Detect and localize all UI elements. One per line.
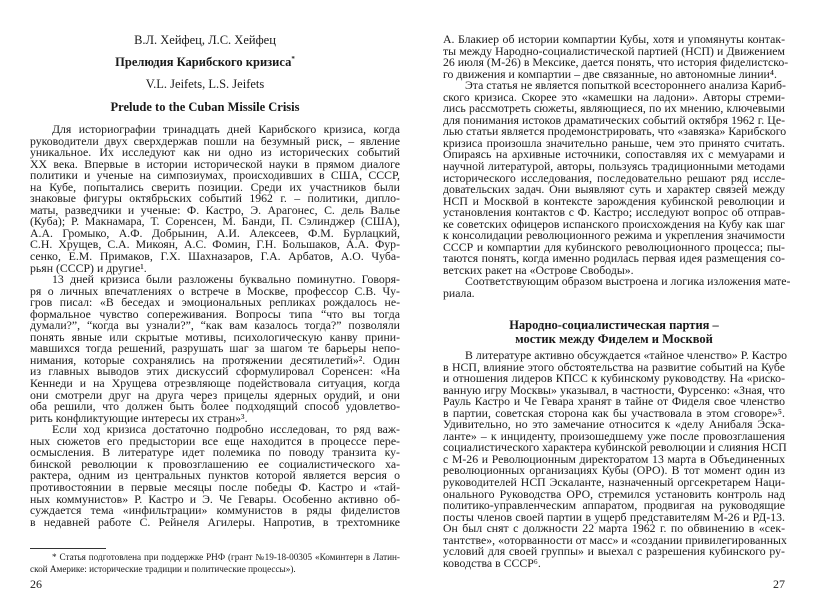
text-line: В литературе активно обсуждается «тайное членство» Р. Кастро (465, 348, 788, 362)
text-line: мавшихся тогда решений, разрушать шаг за шагом те барьеры непо- (30, 341, 400, 356)
text-line: гров писал: «В беседах и эмоциональных репликах рождалось не- (30, 295, 400, 310)
text-line: нимания, которые сохранялись на протяжении десятилетий»². Один (30, 352, 400, 367)
text-line: Для историографии тринадцать дней Карибского кризиса, когда (52, 122, 400, 136)
text-line: сенко, Е.М. Примаков, Г.Х. Шахназаров, Г.А. Арбатов, А.О. Чуба- (30, 249, 400, 264)
text-line: в партии, советская сторона как бы участвовала в этом сговоре»⁵. (443, 405, 785, 420)
section-heading-line-2: мостик между Фиделем и Москвой (515, 332, 713, 346)
text-line: оба решили, что должен быть более подходящий способ удовлетво- (30, 399, 400, 414)
text-line: риала. (443, 286, 475, 301)
text-line: к консолидации революционного режима и укрепления значимости (443, 228, 785, 243)
text-line: го движения и компартии – две связанные, но автономные линии⁴. (443, 66, 777, 81)
authors-ru: В.Л. Хейфец, Л.С. Хейфец (134, 33, 276, 47)
text-line: ководства в СССР⁶. (443, 555, 541, 570)
text-line: С.Н. Хрущев, С.А. Микоян, А.С. Фомин, Г.Н. Большаков, А.А. Фур- (30, 237, 400, 252)
title-ru (0, 55, 410, 69)
right-body-text (443, 32, 791, 301)
text-line: ванную игру Москвы» указывал, в частности, Фурсенко: «Зная, что (443, 382, 785, 397)
text-line: на Кубе, попытались сверить позиции. Среди их участников были (30, 179, 400, 194)
text-line: для понимания истоков драматических событий октября 1962 г. Це- (443, 112, 785, 127)
text-line: ных сюжетов его предыстории все еще находится в процессе пере- (30, 433, 400, 448)
text-line: Если ход кризиса достаточно подробно исследован, то ряд важ- (52, 422, 400, 437)
text-line: тантстве», «оторванности от масс» и «создании привилегированных (443, 532, 787, 547)
text-line: с М-26 и Революционным директоратом 13 марта в Объединенных (443, 451, 785, 466)
left-body-text (30, 124, 400, 528)
text-line: Эта статья не является попыткой всестороннего анализа Кариб- (465, 78, 786, 93)
authors-en: V.L. Jeifets, L.S. Jeifets (145, 77, 265, 91)
text-line: бинской революции к провозглашению ее социалистического ха- (30, 456, 400, 471)
text-line: политики и ученые на симпозиумах, происходивших в США, СССР, (30, 168, 400, 183)
text-line: политико-управленческим аппаратом, продвигая на руководящие (443, 498, 785, 513)
text-line: таются понять, когда именно родилась первая идея размещения со- (443, 251, 785, 266)
text-line: онального Руководства ОРО, стремился установить контроль над (443, 486, 785, 501)
text-line: Опираясь на архивные источники, сопоставляя их с мемуарами и (443, 147, 785, 162)
text-line: научной литературой, авторы, пользуясь традиционными методами (443, 159, 785, 174)
text-line: 13 дней кризиса были разложены буквально поминутно. Говоря- (52, 272, 400, 287)
text-line: думали?”, “когда вы узнали?”, “как вам казалось тогда?” позволяли (30, 318, 400, 333)
text-line: Соответствующим образом выстроена и логика изложения мате- (465, 274, 791, 289)
text-line: ланте» – к инциденту, произошедшему уже после провозглашения (443, 428, 785, 443)
footnote-divider (30, 548, 106, 549)
text-line: XX века. Впервые в истории исторической науки в прямом диалоге (30, 156, 400, 171)
text-line: ке советских офицеров испанского происхождения на Кубу как шаг (443, 216, 785, 231)
text-line: рьян (СССР) и другие¹. (30, 260, 147, 275)
text-line: посты членов своей партии в ущерб представителям М-26 и РД-13. (443, 509, 785, 524)
text-line: ных коммунистов» Р. Кастро и Э. Че Гевары. Особенно активно об- (30, 491, 400, 506)
text-line: формальное чувство сопереживания. Вопросы типа “что вы тогда (30, 306, 400, 321)
text-line: рактера, одним из центральных пунктов которой является версия о (30, 468, 400, 483)
text-line: Он был снят с должности 22 марта 1962 г. по обвинению в «сек- (443, 521, 785, 536)
text-line: (Куба); Р. Макнамара, Т. Соренсен, М. Банди, П. Сэлинджер (США), (30, 214, 400, 229)
right-page (410, 0, 820, 609)
text-line: из главных выводов этих дискуссий сформулировал Соренсен: «На (30, 364, 400, 379)
text-line: СССР и компартии для кубинского революционного процесса; пы- (443, 239, 785, 254)
title-en: Prelude to the Cuban Missile Crisis (110, 100, 300, 114)
page-number-left: 26 (30, 577, 42, 591)
text-line: противостоянии в первые месяцы после победы Ф. Кастро и «тай- (30, 479, 400, 494)
text-line: А.А. Громыко, А.Ф. Добрынин, А.И. Алексеев, Ф.М. Бурлацкий, (30, 225, 400, 240)
text-line: кризиса произошла значительно раньше, чем это принято считать. (443, 135, 785, 150)
text-line: руководителей НСП Эскаланте, назначенный оргсекретарем Наци- (443, 475, 785, 490)
text-line: ты между Народно-социалистической партией (НСП) и Движением (443, 43, 785, 58)
text-line: исторического исследования, последовательно решают ряд иссле- (443, 170, 785, 185)
text-line: Кеннеди и на Хрущева отрезвляюще подействовала ситуация, когда (30, 376, 400, 391)
text-line: Удивительно, но это замечание относится к «делу Анибаля Эска- (443, 417, 785, 432)
title-footnote-mark: * (291, 54, 295, 63)
text-line: лью статьи является продемонстрировать, что «завязка» Карибского (443, 124, 787, 139)
text-line: ветских ракет на «Острове Свободы». (443, 262, 634, 277)
footnote (30, 551, 400, 575)
text-line: в недавней работе С. Рейнеля Агилеры. Напротив, в трехтомнике (30, 514, 400, 529)
text-line: социалистического характера кубинской революции и слияния НСП (443, 440, 787, 455)
text-line: руководители двух сверхдержав пошли на безумный риск, – явление (30, 133, 400, 148)
text-line: революционных организациях Кубы (ОРО). В тот момент один из (443, 463, 785, 478)
text-line: они смотрели друг на друга через прицелы ядерных орудий, и они (30, 387, 400, 402)
text-line: лись рассмотреть сюжеты, являющиеся, по их мнению, ключевыми (443, 101, 785, 116)
text-line: маты, разведчики и ученые: Ф. Кастро, Э. Арагонес, С. дель Валье (30, 202, 400, 217)
page-number-right: 27 (773, 577, 785, 591)
text-line: уникальное. Их исследуют как ни одно из исторических событий (30, 145, 400, 160)
footnote-line: ской Америке: исторические традиции и политические процессы»). (30, 564, 296, 574)
text-line: ря о личных впечатлениях о встрече в Москве, профессор С.В. Чу- (30, 283, 400, 298)
text-line: в НСП, влияние этого обстоятельства на развитие событий на Кубе (443, 359, 785, 374)
text-line: НСП и Москвой в контексте зарождения кубинской революции и (443, 193, 785, 208)
footnote-line: * Статья подготовлена при поддержке РНФ (грант №19-18-00305 «Коминтерн в Латин- (52, 552, 400, 562)
text-line: понять явные или скрытые мотивы, психологическую канву прини- (30, 329, 400, 344)
text-line: рить конфликтующие интересы их стран»³. (30, 410, 248, 425)
text-line: ского кризиса. Скорее это «камешки на ладони». Авторы стреми- (443, 89, 785, 104)
title-ru-text: Прелюдия Карибского кризиса (115, 55, 292, 69)
text-line: условий для своей группы» и выехал с разрешения кубинского ру- (443, 544, 785, 559)
text-line: А. Блакиер об истории компартии Кубы, хотя и упомянуты контак- (443, 32, 785, 46)
text-line: суждается тема «инфильтрации» коммунистов в ряды фиделистов (30, 503, 400, 518)
text-line: знаковые фигуры октябрьских событий 1962 г. – политики, дипло- (30, 191, 400, 206)
text-line: осмысления. В литературе идет полемика по поводу транзита ку- (30, 445, 400, 460)
text-line: 26 июля (М-26) в Мексике, дается понять, что история фиделистско- (443, 55, 789, 70)
section-heading-line-1: Народно-социалистическая партия – (509, 318, 719, 332)
text-line: довательских задач. Они выявляют суть и характер связей между (443, 182, 785, 197)
text-line: Рауль Кастро и Че Гевара хранят в тайне от Фиделя свое членство (443, 394, 785, 409)
text-line: установления контактов с Ф. Кастро; исследуют вопрос об отправ- (443, 205, 785, 220)
section-body-text (443, 348, 788, 570)
text-line: и отношения лидеров КПСС к кубинскому руководству. На «риско- (443, 371, 785, 386)
